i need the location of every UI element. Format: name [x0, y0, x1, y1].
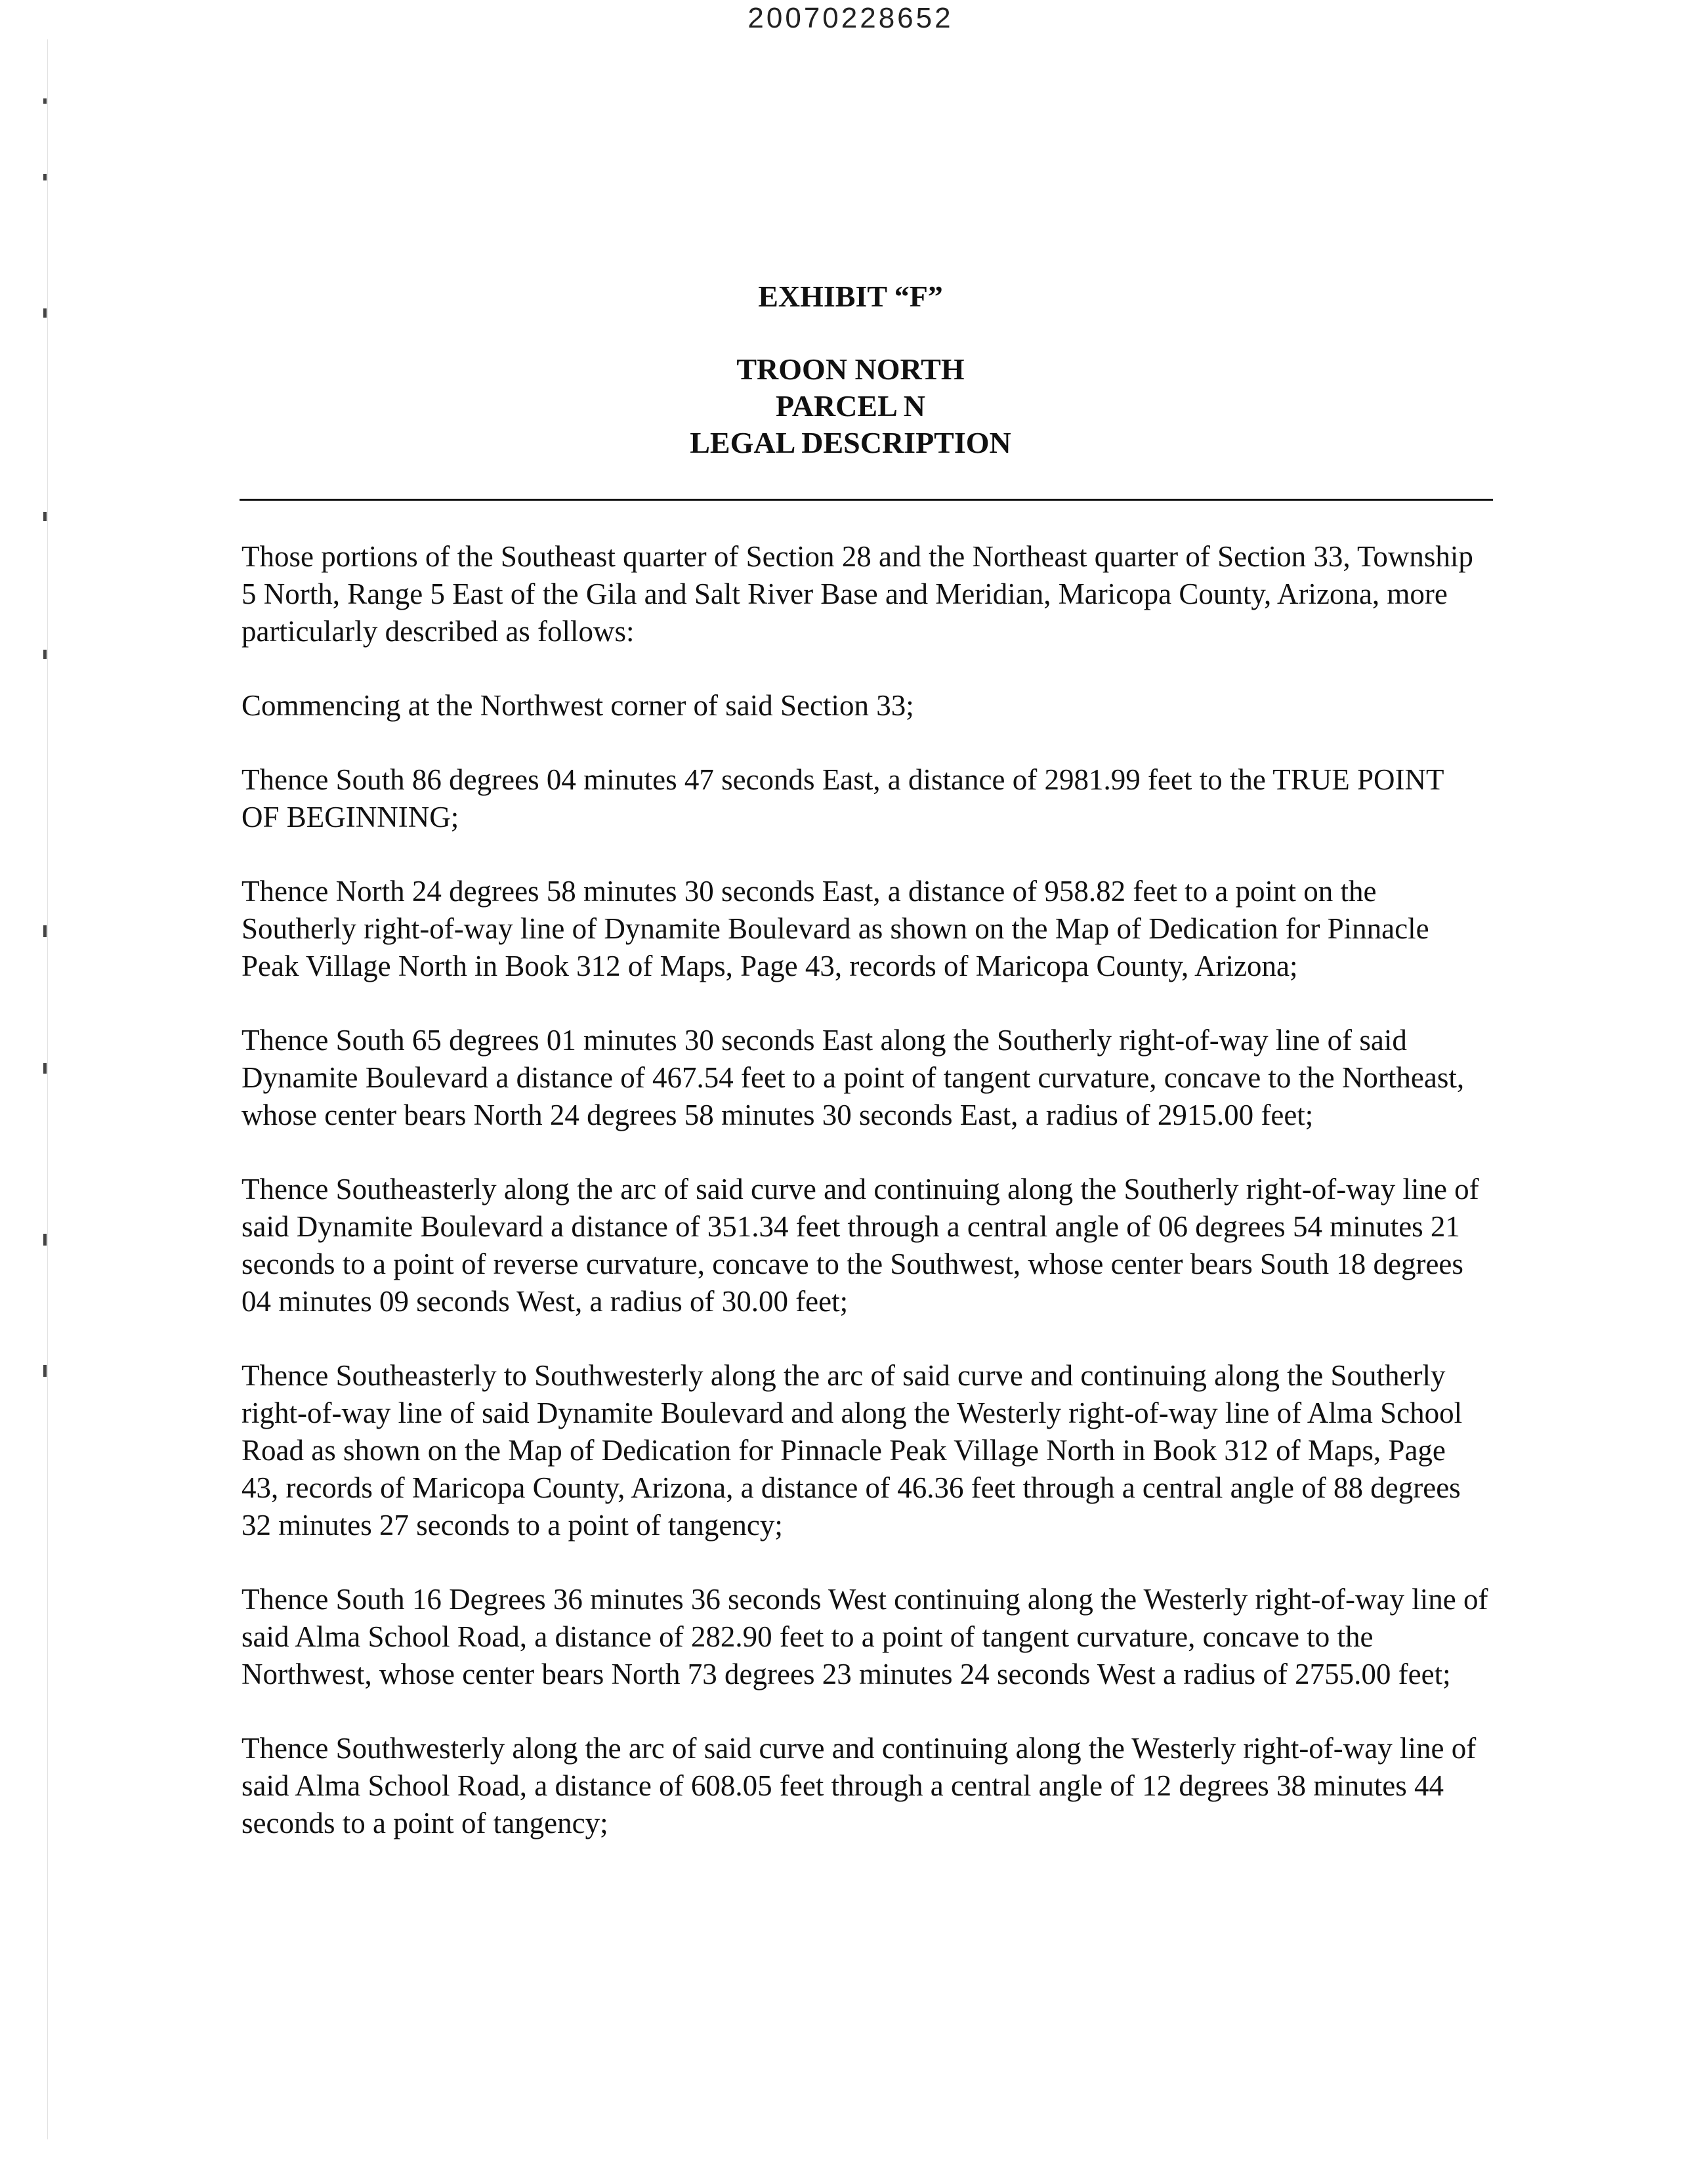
scan-margin-mark	[43, 174, 47, 180]
paragraph-course: Thence Southeasterly along the arc of said curve and continuing along the Southerly right-of-way line of said Dynamite Boulevard a distance of 351.34 feet through a central angle of 06 degrees 54 minutes 21 seconds to a point of reverse curvature, concave to the Southwest, whose center bears South 18 degrees 04 minutes 09 seconds West, a radius of 30.00 feet;	[242, 1173, 1479, 1318]
paragraph-course: Thence South 65 degrees 01 minutes 30 seconds East along the Southerly right-of-way line of said Dynamite Boulevard a distance of 467.54 feet to a point of tangent curvature, concave to the Northeast, whose center bears North 24 degrees 58 minutes 30 seconds East, a radius of 2915.00 feet;	[242, 1024, 1465, 1131]
legal-description-body	[242, 538, 1488, 1879]
recording-number: 20070228652	[747, 2, 954, 34]
paragraph-course: Thence Southeasterly to Southwesterly along the arc of said curve and continuing along the Southerly right-of-way line of said Dynamite Boulevard and along the Westerly right-of-way line of Alma School Road as shown on the Map of Dedication for Pinnacle Peak Village North in Book 312 of Maps, Page 43, records of Maricopa County, Arizona, a distance of 46.36 feet through a central angle of 88 degrees 32 minutes 27 seconds to a point of tangency;	[242, 1359, 1463, 1542]
scan-margin-mark	[43, 650, 47, 659]
paragraph-course: Thence South 16 Degrees 36 minutes 36 seconds West continuing along the Westerly right-of-way line of said Alma School Road, a distance of 282.90 feet to a point of tangent curvature, concave to the Northwest, whose center bears North 73 degrees 23 minutes 24 seconds West a radius of 2755.00 feet;	[242, 1583, 1488, 1690]
scan-margin-mark	[43, 1365, 47, 1377]
title-line-parcel: PARCEL N	[776, 389, 925, 423]
scan-margin-mark	[43, 512, 47, 521]
paragraph-course: Thence North 24 degrees 58 minutes 30 seconds East, a distance of 958.82 feet to a point on the Southerly right-of-way line of Dynamite Boulevard as shown on the Map of Dedication for Pinnacle Peak Village North in Book 312 of Maps, Page 43, records of Maricopa County, Arizona;	[242, 875, 1429, 982]
paragraph-commencing: Commencing at the Northwest corner of said Section 33;	[242, 689, 914, 722]
scan-margin-mark	[43, 1234, 47, 1246]
title-line-property: TROON NORTH	[736, 352, 965, 386]
document-title	[0, 351, 1701, 461]
paragraph-course: Thence Southwesterly along the arc of said curve and continuing along the Westerly right-of-way line of said Alma School Road, a distance of 608.05 feet through a central angle of 12 degrees 38 minutes 44 seconds to a point of tangency;	[242, 1732, 1477, 1839]
exhibit-heading: EXHIBIT “F”	[758, 280, 943, 313]
scan-margin-mark	[43, 1063, 47, 1074]
paragraph-course: Thence South 86 degrees 04 minutes 47 seconds East, a distance of 2981.99 feet to the TRUE POINT OF BEGINNING;	[242, 763, 1444, 833]
horizontal-rule	[240, 499, 1493, 501]
paragraph-intro: Those portions of the Southeast quarter of Section 28 and the Northeast quarter of Section 33, Township 5 North, Range 5 East of the Gila and Salt River Base and Meridian, Maricopa County, Arizona, more particularly described as follows:	[242, 540, 1473, 648]
title-line-description: LEGAL DESCRIPTION	[690, 426, 1011, 459]
scan-margin-mark	[43, 925, 47, 937]
scan-margin-mark	[43, 98, 47, 104]
